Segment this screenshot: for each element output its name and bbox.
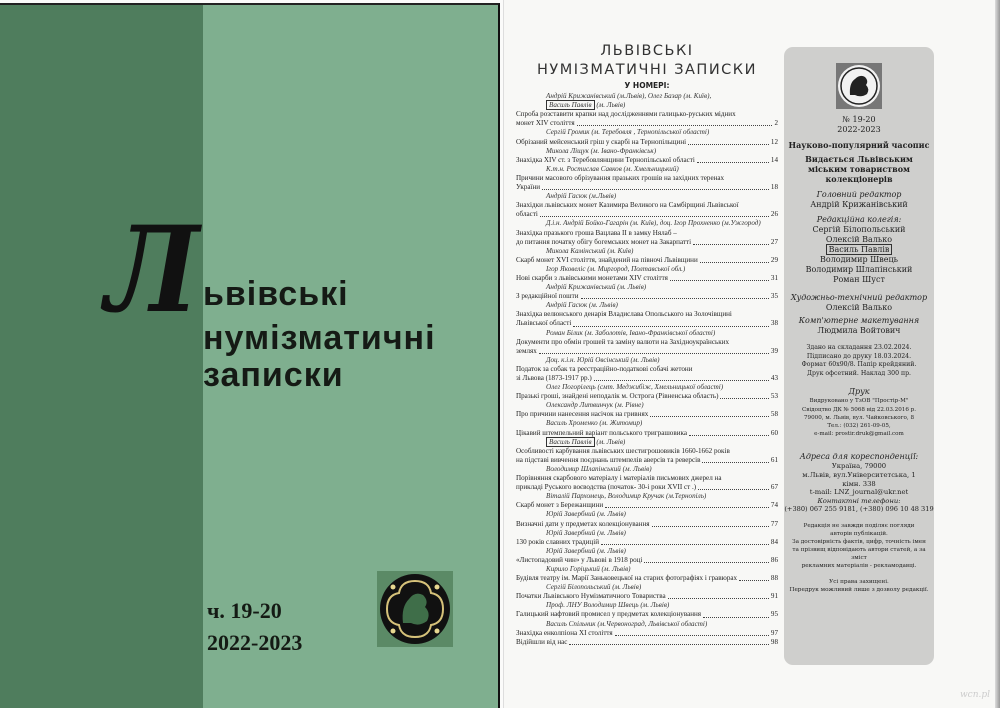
toc-entry-title — [516, 592, 778, 601]
art-editor: Олексій Валько — [825, 303, 893, 312]
toc-entry-authors — [516, 356, 778, 365]
title-line: монет XIV століття — [516, 119, 575, 128]
page-number: 31 — [770, 273, 778, 282]
toc-heading: У НОМЕРІ: — [624, 81, 670, 90]
author-text: Доц. к.і.н. Юрій Овсінський (м. Львів) — [546, 355, 660, 364]
title-line: Празькі гроші, знайдені неподалік м. Острога (Рівненська область) — [516, 392, 719, 401]
page-number: 60 — [770, 428, 778, 437]
title-line: Визначні дати у предметах колекціонування — [516, 519, 650, 528]
toc-entry-authors — [516, 601, 778, 610]
author-text: Ігор Яковеліс (м. Миргород, Полтавської обл.) — [546, 264, 686, 273]
toc-entry-title — [516, 319, 778, 328]
dot-leader — [581, 298, 769, 299]
board-member: Роман Шуст — [833, 275, 885, 284]
rights — [784, 578, 934, 594]
dot-leader — [573, 326, 769, 327]
toc-entry — [516, 492, 778, 510]
cover-title-line2: нумізматичні — [203, 319, 436, 357]
title-line: Спроба розставити крапки над дослідженнями галицько-руських мідних — [516, 110, 736, 119]
board-member: Сергій Білопольський — [812, 225, 906, 234]
toc-entry — [516, 301, 778, 328]
author-text: Андрій Крижанівський (м.Львів), Олег Базар (м. Київ), — [546, 92, 712, 101]
lion-emblem-icon — [377, 571, 453, 647]
dot-leader — [615, 635, 769, 636]
title-line: Причини масового обрізування празьких грошів на західних теренах — [516, 173, 725, 182]
layout-label: Комп'ютерне макетування — [798, 316, 920, 325]
toc-entry-title — [516, 365, 778, 374]
page-number: 95 — [770, 610, 778, 619]
disclaimer-line: та прізвищ відповідають автори статей, а за зміст — [792, 546, 926, 561]
toc-entry-authors — [516, 147, 778, 156]
chief-editor: Андрій Крижанівський — [810, 200, 908, 209]
toc-entry — [516, 565, 778, 583]
cover-title-line3: записки — [203, 356, 344, 394]
author-text: Роман Білик (м. Заболотів, Івано-Франківської області) — [546, 328, 716, 337]
dot-leader — [697, 162, 769, 163]
page-number: 58 — [770, 410, 778, 419]
dot-leader — [652, 526, 769, 527]
printer-line: Свідоцтво ДК № 5068 від 22.03.2016 р. — [801, 406, 917, 413]
toc-entry — [516, 601, 778, 619]
page-number: 14 — [770, 155, 778, 164]
publisher: Видається Львівським міським товариством колекціонерів — [805, 154, 913, 184]
author-text: Андрій Гасюк (м. Львів) — [546, 301, 618, 310]
contents-page — [503, 0, 1000, 708]
art-editor-label: Художньо-технічний редактор — [790, 293, 928, 302]
title-line: зі Львова (1873-1917 рр.) — [516, 374, 592, 382]
toc-entry-title — [516, 274, 778, 283]
cover-blackletter-initial: Л — [105, 200, 200, 339]
title-line: на підставі вивчення поєднань штемпелів аверсів та реверсів — [516, 455, 701, 464]
toc-entry — [516, 128, 778, 146]
toc-entry-title — [516, 238, 778, 247]
toc-entry-authors — [516, 401, 778, 410]
title-line: 130 років славних традицій — [516, 537, 599, 546]
title-line: Цікавий штемпельний варіант польського триграшовика — [516, 428, 687, 437]
page-number: 2 — [774, 119, 778, 128]
toc-entry — [516, 510, 778, 528]
toc-entry-authors — [516, 465, 778, 474]
address-line: Україна, 79000 — [831, 462, 887, 471]
toc-entry — [516, 356, 778, 383]
author-text: Проф. ЛНУ Володимир Швець (м. Львів) — [546, 601, 670, 610]
toc-entry — [516, 465, 778, 492]
toc-entry-authors — [516, 128, 778, 137]
title-line: Початки Львівського Нумізматичного Товариства — [516, 592, 666, 601]
toc-entry-authors — [516, 565, 778, 574]
toc-entry-authors — [516, 165, 778, 174]
toc-entry — [516, 547, 778, 565]
dot-leader — [700, 262, 769, 263]
dot-leader — [698, 489, 769, 490]
disclaimer-line: Редакція не завжди поділяє погляди — [803, 522, 915, 529]
toc-entry-authors — [516, 101, 778, 110]
dot-leader — [601, 544, 769, 545]
dot-leader — [644, 562, 769, 563]
dot-leader — [577, 125, 773, 126]
toc-entry — [516, 583, 778, 601]
rights-line: Усі права захищені. — [829, 578, 889, 585]
toc-journal-title-line1: ЛЬВІВСЬКІ — [600, 43, 694, 59]
lion-emblem-icon — [836, 63, 882, 109]
title-line: З редакційної пошти — [516, 292, 579, 301]
toc-entry-title — [516, 256, 778, 265]
dot-leader — [605, 507, 769, 508]
toc-entry-title — [516, 392, 778, 401]
title-line: області — [516, 210, 538, 219]
title-line: «Листопадовий чин» у Львові в 1918 році — [516, 555, 643, 564]
author-text: Василь Хроменко (м. Житомир) — [546, 419, 643, 428]
author-text: Юрій Завербний (м. Львів) — [546, 546, 626, 555]
author-text: Микола Камінський (м. Київ) — [546, 246, 634, 255]
print-info-line: Підписано до друку 18.03.2024. — [806, 352, 912, 360]
toc-entry — [516, 329, 778, 356]
page-number: 53 — [770, 392, 778, 401]
toc-entry-title — [516, 174, 778, 183]
toc-entry-title — [516, 629, 778, 638]
toc-entry-title — [516, 201, 778, 210]
board-member-boxed: Василь Павлів — [826, 244, 893, 255]
title-line: Знахідка енколпіона XI століття — [516, 628, 613, 637]
toc-entry-title — [516, 210, 778, 219]
title-line: до питання початку обігу богемських монет на Закарпатті — [516, 237, 692, 246]
dot-leader — [540, 216, 769, 217]
print-info — [784, 344, 934, 378]
author-text: (м. Львів) — [594, 101, 626, 110]
toc-entry-title — [516, 183, 778, 192]
toc-entry-title — [516, 110, 778, 119]
journal-cover — [0, 3, 500, 708]
title-line: Скарб монет XVI століття, знайдений на півночі Львівщини — [516, 255, 698, 264]
toc-entry-title — [516, 483, 778, 492]
dot-leader — [542, 189, 769, 190]
page-number: 18 — [770, 183, 778, 192]
toc-entry-title — [516, 447, 778, 456]
toc-entry-authors — [516, 583, 778, 592]
author-text: Олег Погорілець (смт. Меджибіж, Хмельницької області) — [546, 383, 724, 392]
disclaimer — [784, 522, 934, 570]
toc-entry-authors — [516, 419, 778, 428]
toc-entry-title — [516, 574, 778, 583]
board-label: Редакційна колегія: — [816, 215, 902, 224]
toc-entry — [516, 165, 778, 192]
page-number: 29 — [770, 255, 778, 264]
page-number: 91 — [770, 592, 778, 601]
dot-leader — [539, 353, 769, 354]
page-number: 67 — [770, 483, 778, 492]
toc-entry-authors — [516, 301, 778, 310]
page-number: 61 — [770, 455, 778, 464]
author-text: (м. Львів) — [594, 437, 626, 446]
title-line: Податок за собак та реєстраційно-податкові собачі жетони — [516, 364, 693, 373]
table-of-contents — [516, 42, 778, 647]
toc-entry-title — [516, 638, 778, 647]
page-number: 43 — [770, 374, 778, 382]
toc-entry — [516, 283, 778, 301]
dot-leader — [689, 435, 769, 436]
toc-entry — [516, 529, 778, 547]
chief-editor-label: Головний редактор — [816, 190, 902, 199]
title-line: Знахідка XIV ст. з Теребовлянщини Тернопільської області — [516, 155, 695, 164]
toc-entry-authors — [516, 438, 778, 447]
cover-dark-strip — [0, 5, 203, 708]
toc-entry-title — [516, 556, 778, 565]
title-line: Львівської області — [516, 319, 572, 328]
toc-entry — [516, 265, 778, 283]
toc-entry-title — [516, 338, 778, 347]
title-line: Порівняння скарбового матеріалу і матеріалів письмових джерел на — [516, 474, 722, 483]
print-info-line: Друк офсетний. Наклад 300 пр. — [806, 369, 912, 377]
toc-entry-authors — [516, 383, 778, 392]
page-number: 88 — [770, 574, 778, 583]
toc-entry-authors — [516, 192, 778, 201]
toc-entry-authors — [516, 219, 778, 228]
page-edge-shadow — [995, 0, 1000, 708]
toc-entries — [516, 92, 778, 647]
issue-years: 2022-2023 — [837, 125, 881, 134]
toc-entry-title — [516, 520, 778, 529]
author-text: Андрій Гасюк (м.Львів) — [546, 192, 617, 201]
author-text: Віталій Пархомець, Володимир Кручак (м.Тернопіль) — [546, 492, 707, 501]
toc-entry-title — [516, 156, 778, 165]
toc-entry-title — [516, 456, 778, 465]
page-number: 74 — [770, 501, 778, 510]
author-text: К.т.н. Ростислав Савков (м. Хмельницький) — [546, 164, 679, 173]
toc-entry — [516, 419, 778, 437]
dot-leader — [668, 598, 769, 599]
title-line: Обрізаний мейсенський гріш у скарбі на Тернопільщині — [516, 137, 687, 146]
author-text: Андрій Крижанівський (м. Львів) — [546, 283, 647, 292]
dot-leader — [702, 462, 768, 463]
page-number: 39 — [770, 346, 778, 355]
toc-entry-authors — [516, 620, 778, 629]
author-text: Сергій Громик (м. Теребовля , Тернопільської області) — [546, 128, 710, 137]
toc-journal-title-line2: НУМІЗМАТИЧНІ ЗАПИСКИ — [537, 62, 757, 78]
author-boxed: Василь Павлів — [546, 437, 595, 447]
title-line: прикладі Руського воєводства (початок- 30-і роки XVII ст .) — [516, 483, 697, 492]
page-number: 86 — [770, 555, 778, 564]
toc-entry-title — [516, 347, 778, 356]
author-text: Кирило Горіцький (м. Львів) — [546, 564, 631, 573]
masthead-panel — [784, 47, 934, 665]
title-line: Документи про обмін грошей та заміну валюти на Західноукраїнських — [516, 337, 730, 346]
toc-entry — [516, 383, 778, 401]
dot-leader — [693, 244, 769, 245]
cover-volume: ч. 19-20 — [207, 598, 282, 623]
toc-entry-authors — [516, 492, 778, 501]
printer-info — [784, 397, 934, 438]
dot-leader — [670, 280, 769, 281]
title-line: Знахідка велюнського денарія Владислава Опольського на Золочівщині — [516, 310, 732, 319]
author-text: Д.і.н. Андрій Бойко-Гагарін (м. Київ), доц. Ігор Прохненко (м.Ужгород) — [546, 219, 761, 228]
author-text: Василь Спільник (м.Червоноград, Львівської області) — [546, 619, 708, 628]
toc-entry-title — [516, 310, 778, 319]
author-text: Микола Ліщук (м. Івано-Франківськ) — [546, 146, 657, 155]
author-text: Володимир Шлапінський (м. Львів) — [546, 464, 652, 473]
address — [784, 462, 934, 496]
dot-leader — [688, 144, 769, 145]
page-number: 77 — [770, 519, 778, 528]
toc-entry-authors — [516, 283, 778, 292]
toc-entry — [516, 401, 778, 419]
page-number: 98 — [770, 637, 778, 646]
author-boxed: Василь Павлів — [546, 100, 595, 110]
board-member: Володимир Швець — [820, 255, 898, 264]
toc-entry-authors — [516, 510, 778, 519]
board-member — [784, 245, 934, 255]
cover-years: 2022-2023 — [207, 630, 303, 655]
dot-leader — [739, 580, 769, 581]
toc-entry — [516, 247, 778, 265]
toc-entry-title — [516, 292, 778, 301]
disclaimer-line: За достовірність фактів, цифр, точність імен — [792, 538, 926, 545]
phones: (+380) 067 255 9181, (+380) 096 10 48 319 — [784, 505, 934, 514]
toc-entry-title — [516, 229, 778, 238]
page-number: 27 — [770, 237, 778, 246]
toc-entry — [516, 638, 778, 647]
layout-designer: Людмила Войтович — [817, 326, 901, 335]
toc-entry — [516, 438, 778, 465]
address-line: м.Львів, вул.Університетська, 1 — [802, 470, 916, 479]
print-info-line: Здано на складання 23.02.2024. — [806, 344, 912, 351]
page-number: 38 — [770, 319, 778, 328]
dot-leader — [594, 380, 769, 381]
title-line: Галицький нафтовий промисел у предметах колекціонування — [516, 610, 702, 619]
toc-entry-title — [516, 119, 778, 128]
toc-entry-title — [516, 538, 778, 547]
author-text: Юрій Завербний (м. Львів) — [546, 510, 626, 519]
watermark: wcn.pl — [959, 690, 990, 700]
title-line: землях — [516, 346, 537, 355]
issue-number: № 19-20 — [842, 115, 876, 124]
author-text: Сергій Білопольський (м. Львів) — [546, 583, 642, 592]
toc-entry-title — [516, 474, 778, 483]
toc-entry-title — [516, 374, 778, 383]
dot-leader — [569, 644, 768, 645]
printer-line: 79000, м. Львів, вул. Чайковського, 8 — [803, 414, 915, 421]
printer-email: e-mail: prostir.druk@gmail.com — [814, 431, 904, 438]
toc-entry — [516, 147, 778, 165]
toc-entry-authors — [516, 547, 778, 556]
title-line: Про причини нанесення насічок на гривнях — [516, 410, 649, 419]
page-number: 12 — [770, 137, 778, 146]
toc-entry — [516, 219, 778, 246]
toc-entry-authors — [516, 329, 778, 338]
disclaimer-line: рекламних матеріалів - рекламодавці. — [801, 562, 917, 569]
address-label: Адреса для кореспонденції: — [799, 452, 919, 462]
toc-entry-title — [516, 610, 778, 619]
board-member: Володимир Шлапінський — [805, 265, 913, 274]
toc-entry — [516, 620, 778, 638]
cover-title-line1: ьвівські — [203, 275, 349, 313]
toc-entry-authors — [516, 265, 778, 274]
page-number: 84 — [770, 537, 778, 546]
author-text: Олександр Литвинчук (м. Рівне) — [546, 401, 644, 410]
toc-entry-authors — [516, 247, 778, 256]
title-line: Будівля театру ім. Марії Заньковецької на старих фотографіях і гравюрах — [516, 574, 738, 583]
title-line: Особливості карбування львівських шестигрошовиків 1660-1662 років — [516, 446, 730, 455]
printer-line: Тел.: (032) 261-09-05, — [827, 422, 891, 429]
title-line: Скарб монет з Бережанщини — [516, 501, 604, 510]
dot-leader — [650, 416, 769, 417]
journal-type: Науково-популярний часопис — [788, 140, 930, 150]
title-line: Знахідки львівських монет Казимира Великого на Самбірщині Львівської — [516, 201, 739, 210]
author-text: Юрій Завербний (м. Львів) — [546, 528, 626, 537]
title-line: Нові скарби з львівськими монетами XIV століття — [516, 273, 668, 282]
page-number: 35 — [770, 292, 778, 301]
address-line: кімн. 338 — [842, 479, 876, 488]
rights-line: Передрук можливий лише з дозволу редакції. — [789, 586, 929, 593]
title-line: Відійшли від нас — [516, 637, 568, 646]
title-line: України — [516, 183, 541, 192]
toc-entry — [516, 192, 778, 219]
title-line: Знахідка празького гроша Вацлава II в замку Нялаб – — [516, 228, 677, 237]
dot-leader — [703, 617, 769, 618]
page-number: 97 — [770, 628, 778, 637]
board-member: Олексій Валько — [825, 235, 893, 244]
toc-entry-title — [516, 410, 778, 419]
disclaimer-line: авторів публікацій. — [830, 530, 888, 537]
printer-line: Видруковано у ТзОВ "Простір-М" — [809, 398, 909, 405]
toc-entry — [516, 92, 778, 128]
printer-label: Друк — [848, 387, 870, 397]
toc-entry-authors — [516, 529, 778, 538]
toc-entry-title — [516, 138, 778, 147]
dot-leader — [720, 398, 768, 399]
phones-label: Контактні телефони: — [817, 496, 901, 505]
address-email: t-mail: LNZ_journal@ukr.net — [809, 488, 909, 497]
toc-entry-title — [516, 501, 778, 510]
print-info-line: Формат 60х90/8. Папір крейдяний. — [801, 361, 917, 369]
page-number: 26 — [770, 210, 778, 219]
